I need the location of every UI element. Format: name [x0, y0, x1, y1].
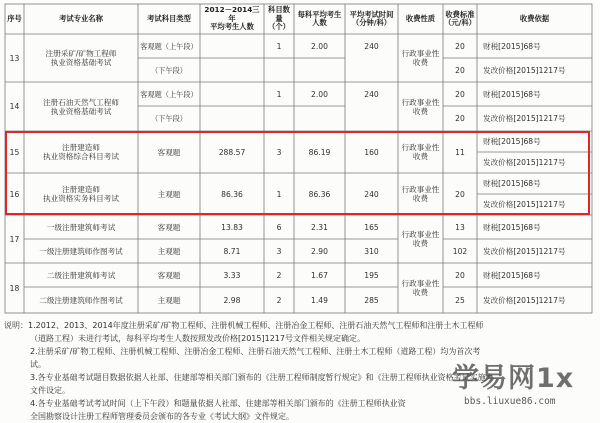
row18b-major: 二级注册建筑师作图考试: [39, 295, 123, 305]
row15-std: 11: [455, 147, 465, 157]
header-seq: 序号: [7, 13, 22, 23]
row17-basis-1: 财税[2015]68号: [483, 222, 541, 232]
row16-basis-2: 发改价格[2015]1217号: [483, 200, 566, 209]
row16-peravg: 86.36: [308, 189, 331, 199]
notes-section: [4, 319, 594, 423]
row18a-count: 2: [276, 270, 282, 280]
row18a-peravg: 1.67: [311, 270, 328, 280]
row13-seq: 13: [9, 53, 20, 63]
row17a-std: 13: [455, 222, 465, 232]
note-line: 试。: [30, 360, 46, 369]
row14-peravg: 2.00: [311, 89, 328, 99]
row18b-subject: 主观题: [157, 295, 181, 305]
row13-peravg: 2.00: [311, 41, 328, 51]
row17-feetype: 行政事业性 收费: [401, 230, 440, 248]
row14-seq: 14: [9, 102, 20, 111]
watermark-url: bbs.liuxue86.com: [464, 396, 556, 407]
row18b-avg: 2.98: [223, 295, 241, 305]
note-line: （道路工程）未进行考试，每科平均考生人数按照发改价格[2015]1217号文件相关规定确定。: [30, 334, 365, 343]
note-line: 3.各专业基础考试题目数据依据人社部、住建部等相关部门颁布的《注册工程师制度暂行规定》和《注册工程师执业资格考试实施办: [30, 373, 494, 382]
note-line: 文件设定。: [30, 386, 70, 395]
row16-seq: 16: [9, 189, 20, 199]
row18b-std: 25: [455, 295, 465, 305]
row15-major: 注册建造师 执业资格综合科目考试: [43, 143, 119, 161]
row13-major: 注册采矿/矿物工程师 执业资格基础考试: [45, 49, 117, 67]
row17b-peravg: 2.90: [311, 246, 328, 256]
row18-feetype: 行政事业性 收费: [401, 279, 440, 297]
row16-basis-1: 财税[2015]68号: [483, 179, 541, 188]
row14-basis-1: 财税[2015]68号: [483, 89, 541, 99]
header-std: 收费标准 （元/科）: [444, 9, 476, 27]
header-peravg: 每科平均考生 人数: [297, 9, 342, 27]
row17a-avg: 13.83: [221, 222, 243, 232]
row13-std-am: 20: [455, 41, 465, 51]
row18a-subject: 客观题: [157, 270, 181, 280]
row18a-major: 二级注册建筑师考试: [46, 270, 116, 280]
row16-avg: 86.36: [221, 189, 243, 199]
row15-time: 160: [364, 147, 379, 157]
row13-std-pm: 20: [455, 65, 465, 75]
row13-time: 240: [364, 41, 379, 51]
row18a-avg: 3.33: [223, 270, 241, 280]
row14-major: 注册石油天然气工程师 执业资格基础考试: [43, 97, 119, 116]
row14-count: 1: [276, 89, 282, 99]
row17b-subject: 主观题: [157, 246, 181, 256]
row17a-major: 一级注册建筑师考试: [46, 222, 116, 232]
note-line: 2.注册采矿/矿物工程师、注册机械工程师、注册冶金工程师、注册石油天然气工程师、注册土木工程师（道路工程）均为首次考: [30, 347, 481, 356]
row13-subject-pm: （下午段）: [151, 65, 187, 75]
row17b-count: 3: [276, 246, 282, 256]
note-line: 说明：1.2012、2013、2014年度注册采矿/矿物工程师、注册机械工程师、注册冶金工程师、注册石油天然气工程师和注册土木工程师: [4, 321, 484, 330]
row16-std: 20: [455, 189, 465, 199]
watermark-logo-text: 学易网1x: [452, 363, 575, 394]
row14-std-am: 20: [455, 89, 465, 99]
row13-basis-1: 财税[2015]68号: [483, 41, 541, 51]
row15-seq: 15: [9, 147, 20, 157]
row13-feetype: 行政事业性 收费: [401, 49, 440, 67]
header-count: 科目数量 （个）: [268, 5, 290, 32]
row15-basis-2: 发改价格[2015]1217号: [483, 158, 566, 167]
row18a-std: 20: [455, 270, 465, 280]
row15-subject: 客观题: [157, 147, 181, 157]
row17a-time: 165: [364, 222, 379, 232]
row16-count: 1: [276, 189, 282, 199]
row18b-peravg: 1.49: [311, 295, 328, 305]
note-line: 4.各专业基础考试考试时间（上下午段）和题量依据人社部、住建部等相关部门颁布的《注册工程师执业资: [30, 399, 406, 408]
row14-feetype: 行政事业性 收费: [401, 97, 440, 116]
row17b-std: 102: [452, 246, 468, 256]
row17-basis-2: 发改价格[2015]1217号: [483, 246, 566, 256]
header-subject: 考试科目类型: [147, 13, 191, 23]
row16-major: 注册建造师 执业资格实务科目考试: [43, 185, 119, 203]
row13-basis-2: 发改价格[2015]1217号: [483, 65, 566, 75]
note-line: 全国勘察设计注册工程师管理委员会颁布的各专业《考试大纲》文件规定。: [30, 412, 294, 421]
row18a-time: 195: [364, 270, 379, 280]
row17b-major: 一级注册建筑师作图考试: [39, 246, 123, 256]
row15-peravg: 86.19: [308, 147, 331, 157]
row17b-avg: 8.71: [223, 246, 241, 256]
header-basis: 收费依据: [519, 13, 550, 23]
row18-seq: 18: [9, 283, 20, 293]
row17b-time: 310: [364, 246, 379, 256]
row14-basis-2: 发改价格[2015]1217号: [483, 114, 566, 123]
row15-count: 3: [276, 147, 282, 157]
row17a-count: 6: [276, 222, 282, 232]
row15-basis-1: 财税[2015]68号: [483, 137, 541, 146]
header-avg: 2012－2014三年 平均考生人数: [204, 5, 260, 32]
row18b-count: 2: [276, 295, 282, 305]
row15-avg: 288.57: [218, 147, 246, 157]
row13-count: 1: [276, 41, 282, 51]
header-major: 考试专业名称: [59, 13, 103, 23]
row14-subject-am: 客观题（上午段）: [140, 89, 198, 99]
row17a-subject: 客观题: [157, 222, 181, 232]
row17-seq: 17: [9, 234, 20, 244]
header-time: 平均考试时间 （分钟/科）: [349, 9, 394, 27]
row14-time: 240: [364, 89, 379, 99]
row16-feetype: 行政事业性 收费: [401, 185, 440, 203]
row14-std-pm: 20: [455, 114, 465, 123]
row18b-time: 285: [364, 295, 379, 305]
row18-basis-1: 财税[2015]68号: [483, 270, 541, 280]
row15-feetype: 行政事业性 收费: [401, 143, 440, 161]
row17a-peravg: 2.31: [311, 222, 328, 232]
row16-time: 240: [364, 189, 379, 199]
row18-basis-2: 发改价格[2015]1217号: [483, 295, 566, 305]
row16-subject: 主观题: [157, 189, 181, 199]
row13-subject-am: 客观题（上午段）: [140, 41, 198, 51]
row14-subject-pm: （下午段）: [151, 114, 187, 123]
header-feetype: 收费性质: [405, 13, 436, 23]
